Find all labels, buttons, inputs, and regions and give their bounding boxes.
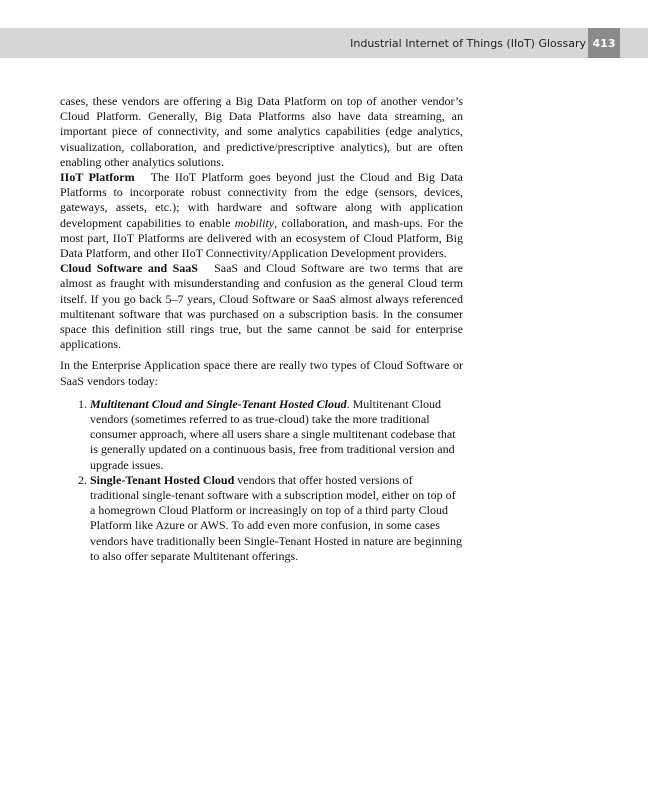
- paragraph-big-data-continuation: cases, these vendors are offering a Big Data Platform on top of another vendor’s Cloud Platform. Generally, Big Data Platforms also have data streaming, an important piece of connectivity, and some analytics capabilities (edge analytics, visualization, collaboration, and predictive/prescriptive analytics), but are often enabling other analytics solutions.: [60, 94, 463, 169]
- list-item-text: vendors that offer hosted versions of traditional single-tenant software with a subscription model, either on top of a homegrown Cloud Platform or increasingly on top of a third party Cloud Platform like Azure or AWS. To add even more confusion, in some cases vendors have traditionally been Single-Tenant Hosted in nature are beginning to also offer separate Multitenant offerings.: [90, 472, 463, 563]
- glossary-entry-cloud-software-saas: [60, 261, 463, 352]
- glossary-entry-iiot-platform: [60, 170, 463, 261]
- list-item: [90, 473, 463, 564]
- glossary-term: IIoT Platform: [60, 170, 135, 185]
- header-title: Industrial Internet of Things (IIoT) Glossary: [350, 37, 586, 50]
- page-body: [60, 94, 463, 564]
- running-header: [0, 28, 648, 58]
- list-item-term: Single-Tenant Hosted Cloud: [90, 472, 235, 487]
- list-item-term: Multitenant Cloud and Single-Tenant Hosted Cloud: [90, 396, 347, 411]
- list-item: [90, 397, 463, 473]
- glossary-italic-word: mobility: [234, 215, 275, 230]
- vendor-type-list: [60, 397, 463, 564]
- page-number: 413: [588, 28, 620, 58]
- glossary-text: SaaS and Cloud Software are two terms that are almost as fraught with misunderstanding and confusion as the general Cloud term itself. If you go back 5–7 years, Cloud Software or SaaS almost always referenced multitenant software that was purchased on a subscription basis. In the consumer space this definition still rings true, but the same cannot be said for enterprise applications.: [60, 261, 463, 352]
- list-item-text: . Multitenant Cloud vendors (sometimes referred to as true-cloud) take the more traditional consumer approach, where all users share a single multitenant codebase that is generally updated on a continuous basis, free from traditional version and upgrade issues.: [90, 396, 456, 472]
- glossary-text: , collaboration, and mash-ups. For the most part, IIoT Platforms are delivered with an ecosystem of Cloud Platform, Big Data Platform, and other IIoT Connectivity/Application Development providers.: [60, 215, 463, 261]
- glossary-text: The IIoT Platform goes beyond just the Cloud and Big Data Platforms to incorporate robust connectivity from the edge (sensors, devices, gateways, assets, etc.); with hardware and software along with application development capabilities to enable: [60, 170, 463, 230]
- paragraph-enterprise: In the Enterprise Application space there are really two types of Cloud Software or SaaS vendors today:: [60, 358, 463, 388]
- glossary-term: Cloud Software and SaaS: [60, 261, 198, 276]
